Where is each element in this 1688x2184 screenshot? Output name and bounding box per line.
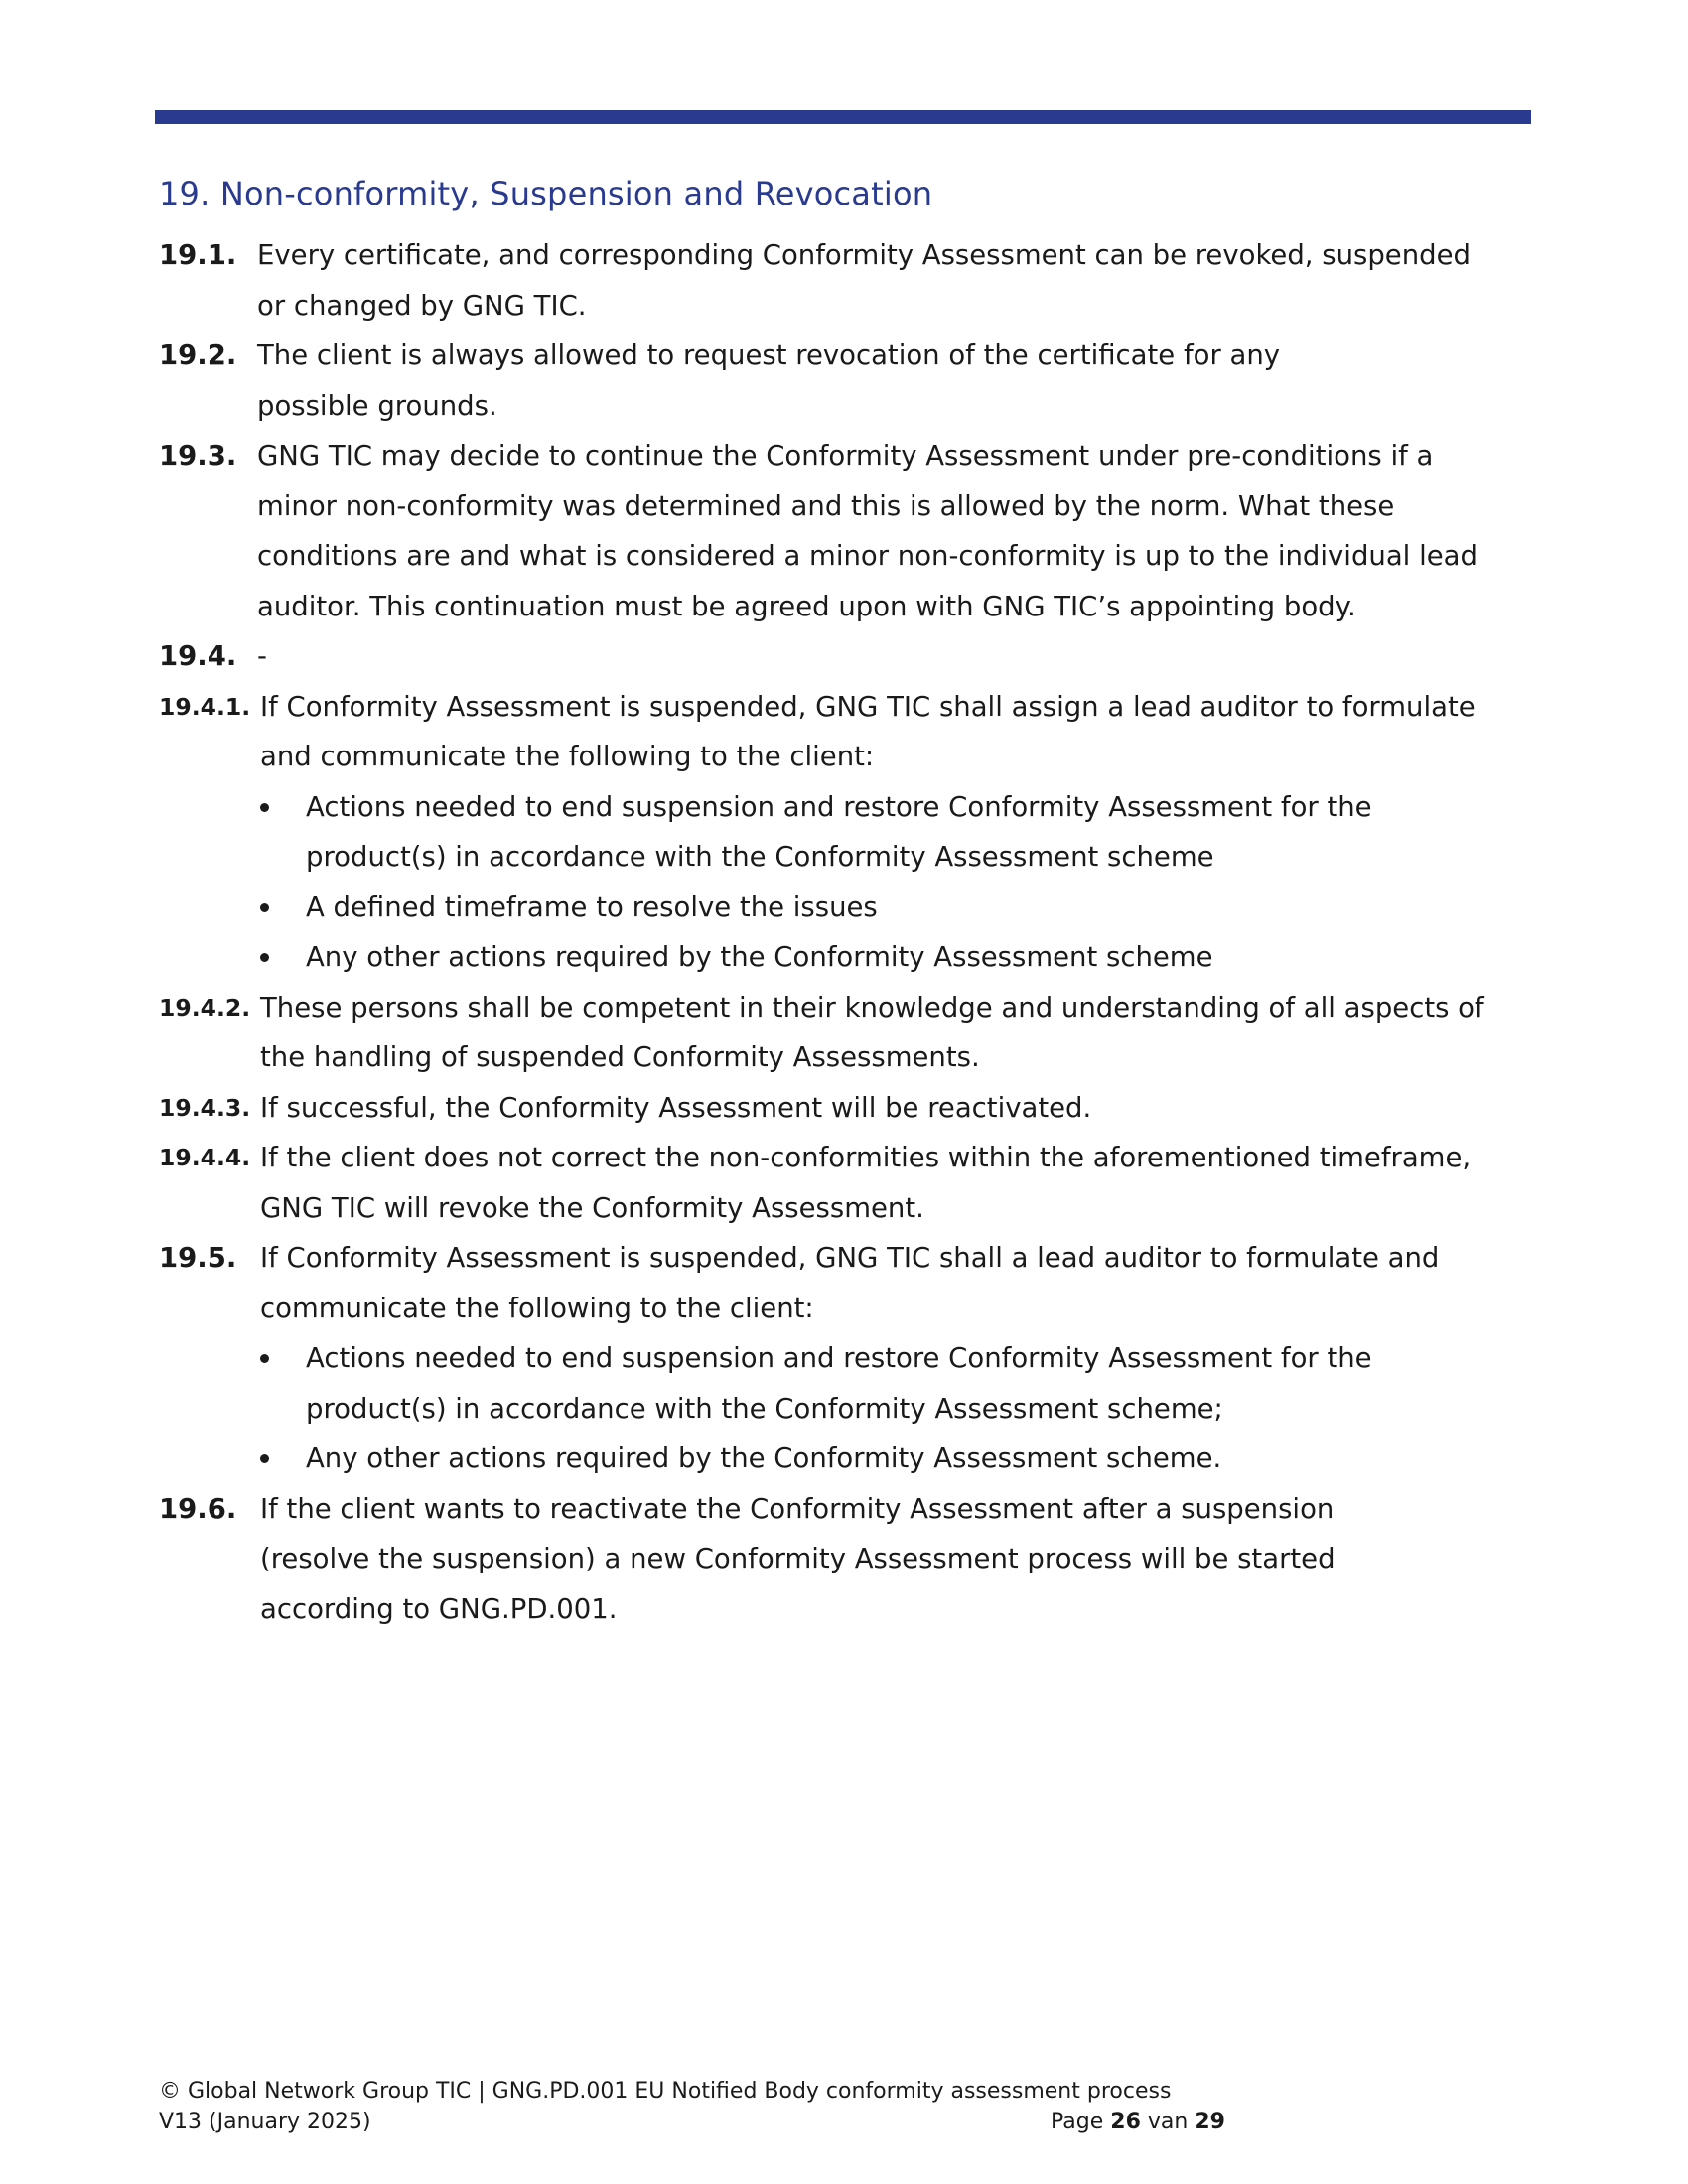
list-item: Any other actions required by the Conformity Assessment scheme — [159, 932, 1589, 983]
clause-number: 19.4.2. — [159, 993, 251, 1022]
clause-text: If successful, the Conformity Assessment will be reactivated. — [260, 1091, 1092, 1124]
clause-text: If Conformity Assessment is suspended, GNG TIC shall assign a lead auditor to formulate and communicate the following to the client: — [260, 690, 1476, 772]
page-footer — [159, 2076, 1251, 2137]
footer-version: V13 (January 2025) — [159, 2110, 371, 2134]
bullet-list — [159, 1333, 1589, 1484]
clause-19-4-2 — [159, 983, 1501, 1083]
clause-number: 19.3. — [159, 440, 237, 472]
clause-19-4-1 — [159, 682, 1501, 782]
list-item: Any other actions required by the Conformity Assessment scheme. — [159, 1433, 1589, 1484]
clause-19-4-4 — [159, 1133, 1521, 1233]
header-rule — [155, 110, 1531, 124]
clause-number: 19.1. — [159, 239, 237, 271]
list-item: Actions needed to end suspension and restore Conformity Assessment for the product(s) in accordance with the Conformity Assessment scheme; — [159, 1333, 1517, 1433]
clause-number: 19.4.4. — [159, 1144, 251, 1171]
list-item: A defined timeframe to resolve the issues — [159, 883, 1589, 933]
clause-19-3 — [159, 431, 1498, 631]
clause-number: 19.2. — [159, 340, 237, 371]
clause-text: Every certificate, and corresponding Conformity Assessment can be revoked, suspended or changed by GNG TIC. — [257, 239, 1471, 322]
clause-19-6 — [159, 1484, 1452, 1635]
clause-number: 19.4.3. — [159, 1093, 251, 1122]
clause-text: These persons shall be competent in their knowledge and understanding of all aspects of the handling of suspended Conformity Assessments. — [260, 991, 1484, 1073]
clause-text: If the client wants to reactivate the Conformity Assessment after a suspension (resolve the suspension) a new Conformity Assessment process will be started according to GNG.PD.001. — [260, 1492, 1336, 1625]
footer-copyright: © Global Network Group TIC | GNG.PD.001 EU Notified Body conformity assessment process — [159, 2079, 1172, 2104]
page-number: Page 26 van 29 — [1051, 2110, 1225, 2134]
clause-19-4 — [159, 631, 1589, 682]
bullet-list — [159, 782, 1589, 983]
clause-number: 19.4.1. — [159, 692, 251, 721]
clause-19-1 — [159, 230, 1498, 331]
clause-19-2 — [159, 331, 1399, 431]
clause-text: - — [257, 640, 267, 672]
clause-text: If Conformity Assessment is suspended, GNG TIC shall a lead auditor to formulate and communicate the following to the client: — [260, 1242, 1440, 1324]
clause-19-4-3 — [159, 1083, 1589, 1134]
clause-number: 19.4. — [159, 640, 237, 672]
clause-19-5 — [159, 1233, 1501, 1333]
section-heading: 19. Non-conformity, Suspension and Revocation — [159, 175, 933, 212]
clause-text: The client is always allowed to request revocation of the certificate for any possible grounds. — [257, 340, 1281, 422]
list-item: Actions needed to end suspension and restore Conformity Assessment for the product(s) in accordance with the Conformity Assessment scheme — [159, 782, 1636, 883]
clause-number: 19.6. — [159, 1492, 237, 1525]
clause-text: GNG TIC may decide to continue the Conformity Assessment under pre-conditions if a minor non-conformity was determined and this is allowed by the norm. What these conditions are and what is considered a minor non-conformity is up to the individual lead auditor. This continuation must be agreed upon with GNG TIC’s appointing body. — [257, 440, 1477, 622]
clause-number: 19.5. — [159, 1242, 237, 1274]
section-body — [159, 230, 1589, 1634]
clause-text: If the client does not correct the non-conformities within the aforementioned timeframe, GNG TIC will revoke the Conformity Assessment. — [260, 1142, 1472, 1224]
